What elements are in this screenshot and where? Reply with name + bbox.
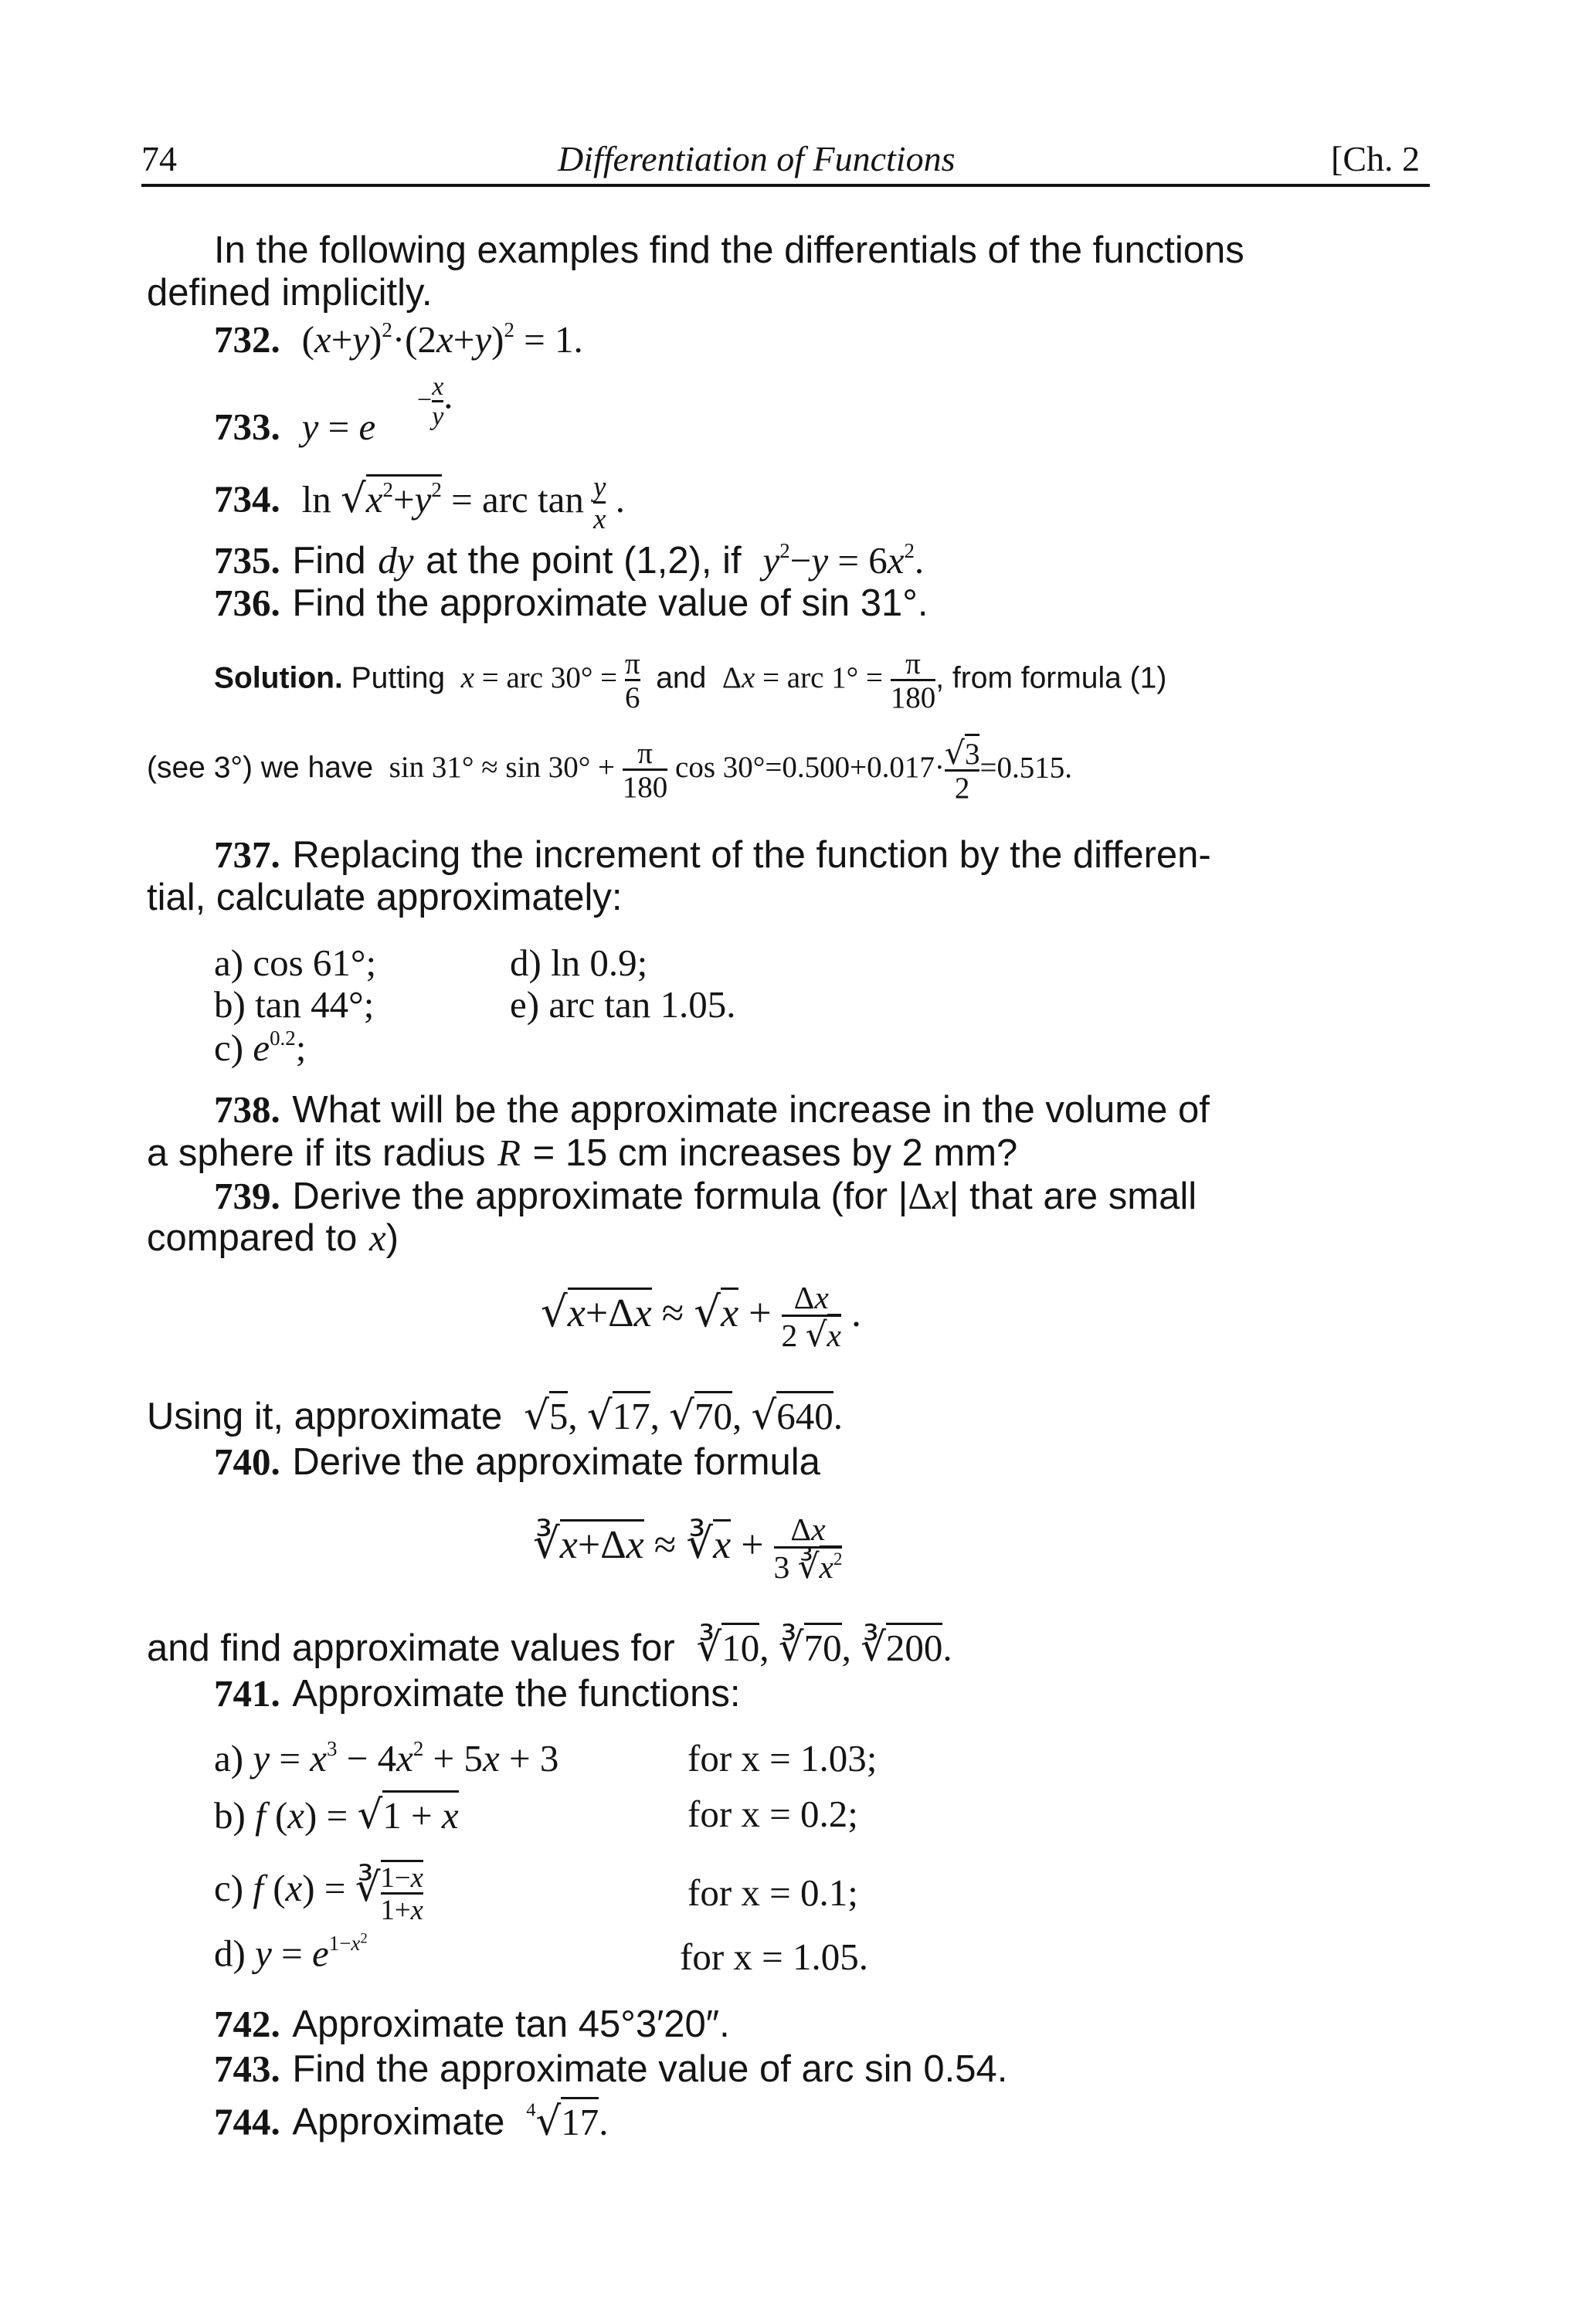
problem-number: 738. bbox=[214, 1088, 280, 1131]
problem-737 bbox=[214, 833, 1211, 876]
formula-740: ∛x+Δx ≈ ∛x + $\frac{\Delta x}{3 ∛x^2}$ bbox=[533, 1511, 843, 1586]
problem-733: 733. y = e bbox=[214, 405, 376, 448]
problem-743 bbox=[214, 2047, 1008, 2090]
solution-line-1: Solution. Putting x = arc 30° = $\frac{\pi}{6}$ and Δx = arc 1° = $\frac{\pi}{180}$ , from formula (1) bbox=[214, 647, 1167, 714]
text: | that are small bbox=[949, 1176, 1197, 1217]
text: Approximate the functions: bbox=[292, 1673, 741, 1715]
text: Using it, approximate bbox=[147, 1396, 503, 1437]
text: a) bbox=[214, 1737, 244, 1779]
page-number: 74 bbox=[141, 139, 177, 178]
problem-738-line-2: a sphere if its radius R = 15 cm increases by 2 mm? bbox=[147, 1131, 1018, 1174]
text: c) bbox=[214, 1867, 244, 1909]
text: d) bbox=[214, 1932, 246, 1975]
problem-number: 734. bbox=[214, 477, 280, 521]
list-item: for x = 0.1; bbox=[687, 1871, 858, 1914]
problem-number: 744. bbox=[214, 2100, 280, 2143]
intro-line-1: In the following examples find the differentials of the functions bbox=[214, 229, 1244, 271]
text: a sphere if its radius bbox=[147, 1132, 486, 1174]
chapter-label: [Ch. 2 bbox=[1331, 139, 1420, 178]
problem-number: 737. bbox=[214, 833, 280, 876]
text: Find the approximate value of sin 31°. bbox=[292, 582, 928, 624]
text: , from formula (1) bbox=[935, 661, 1167, 695]
problem-number: 735. bbox=[214, 539, 280, 582]
intro-line-2: defined implicitly. bbox=[147, 272, 433, 314]
problem-739: 739. Derive the approximate formula (for |Δx| that are small bbox=[214, 1175, 1197, 1217]
formula-739: √x+Δx ≈ √x + $\frac{\Delta x}{2 √x}$ . bbox=[541, 1280, 862, 1355]
text: b) bbox=[214, 1794, 246, 1837]
list-item: d) $y = e^{1-x^2}$ bbox=[214, 1931, 368, 1975]
text: = 15 cm increases by 2 mm? bbox=[532, 1132, 1018, 1174]
problem-number: 739. bbox=[214, 1175, 280, 1217]
problem-number: 736. bbox=[214, 582, 280, 624]
text: =0.515. bbox=[979, 751, 1072, 785]
problem-735: 735. Find dy at the point (1,2), if $y^2-y = 6x^2$. bbox=[214, 539, 925, 582]
problem-732: 732. $(x+y)^2\cdot(2x+y)^2 = 1$. bbox=[214, 318, 583, 361]
list-item: c) f (x) = ∛ $\frac{1-x}{1+x}$ bbox=[214, 1861, 423, 1925]
solution-line-2: (see 3°) we have sin 31° ≈ sin 30° + $\frac{\pi}{180}$ cos 30°=0.500+0.017· $\frac{√3}{2}$ =0.515. bbox=[147, 735, 1072, 805]
problem-734: 734. $\ln √x^2+y^2$ = arc tan $\frac{y}{x}$ . bbox=[214, 470, 625, 534]
text: c) bbox=[214, 1026, 244, 1069]
text: and find approximate values for bbox=[147, 1627, 675, 1669]
problem-number: 732. bbox=[214, 318, 280, 361]
list-item: d) ln 0.9; bbox=[510, 941, 648, 984]
text: at the point (1,2), if bbox=[426, 540, 742, 582]
text: Derive the approximate formula bbox=[292, 1441, 820, 1483]
text: Find the approximate value of arc sin 0.54. bbox=[292, 2048, 1008, 2090]
problem-744: 744. Approximate $^4$√17. bbox=[214, 2098, 609, 2145]
text: What will be the approximate increase in the volume of bbox=[292, 1089, 1210, 1131]
problem-740-find: and find approximate values for ∛10, ∛70, ∛200. bbox=[147, 1624, 952, 1671]
exp-733: − $\frac{x}{y}$ . bbox=[417, 372, 453, 431]
problem-number: 743. bbox=[214, 2047, 280, 2090]
text: compared to bbox=[147, 1217, 358, 1259]
problem-738 bbox=[214, 1088, 1210, 1131]
problem-740 bbox=[214, 1440, 820, 1483]
text: and bbox=[656, 661, 707, 695]
text: Find bbox=[292, 540, 366, 582]
list-item: e) arc tan 1.05. bbox=[510, 983, 736, 1026]
problem-739-using: Using it, approximate √5, √17, √70, √640. bbox=[147, 1393, 843, 1439]
problem-737-line-2: tial, calculate approximately: bbox=[147, 877, 623, 918]
text: Approximate bbox=[292, 2101, 505, 2143]
text: Replacing the increment of the function by the differen- bbox=[292, 834, 1211, 876]
problem-number: 742. bbox=[214, 2003, 280, 2045]
list-item: a) $y = x^3 - 4x^2 + 5x + 3$ bbox=[214, 1736, 559, 1779]
list-item: b) f (x) = √1 + x bbox=[214, 1792, 459, 1838]
list-item: c) $e^{0.2}$; bbox=[214, 1026, 307, 1069]
running-title: Differentiation of Functions bbox=[558, 139, 956, 178]
problem-number: 733. bbox=[214, 405, 280, 448]
problem-741 bbox=[214, 1674, 740, 1713]
problem-739-line-2: compared to x) bbox=[147, 1216, 399, 1259]
problem-number: 741. bbox=[214, 1672, 280, 1715]
list-item: a) cos 61°; bbox=[214, 941, 377, 984]
text: Derive the approximate formula (for | bbox=[292, 1176, 908, 1217]
list-item: for x = 0.2; bbox=[687, 1793, 858, 1835]
text: Approximate tan 45°3′20″. bbox=[292, 2003, 730, 2045]
problem-736 bbox=[214, 584, 928, 623]
text: Putting bbox=[351, 661, 446, 695]
list-item: b) tan 44°; bbox=[214, 983, 375, 1026]
problem-number: 740. bbox=[214, 1440, 280, 1483]
text: (see 3°) we have bbox=[147, 751, 374, 785]
header-rule bbox=[141, 184, 1430, 187]
solution-label: Solution. bbox=[214, 661, 343, 695]
list-item: for x = 1.03; bbox=[687, 1737, 878, 1779]
list-item: for x = 1.05. bbox=[680, 1936, 869, 1978]
problem-742 bbox=[214, 2005, 730, 2044]
